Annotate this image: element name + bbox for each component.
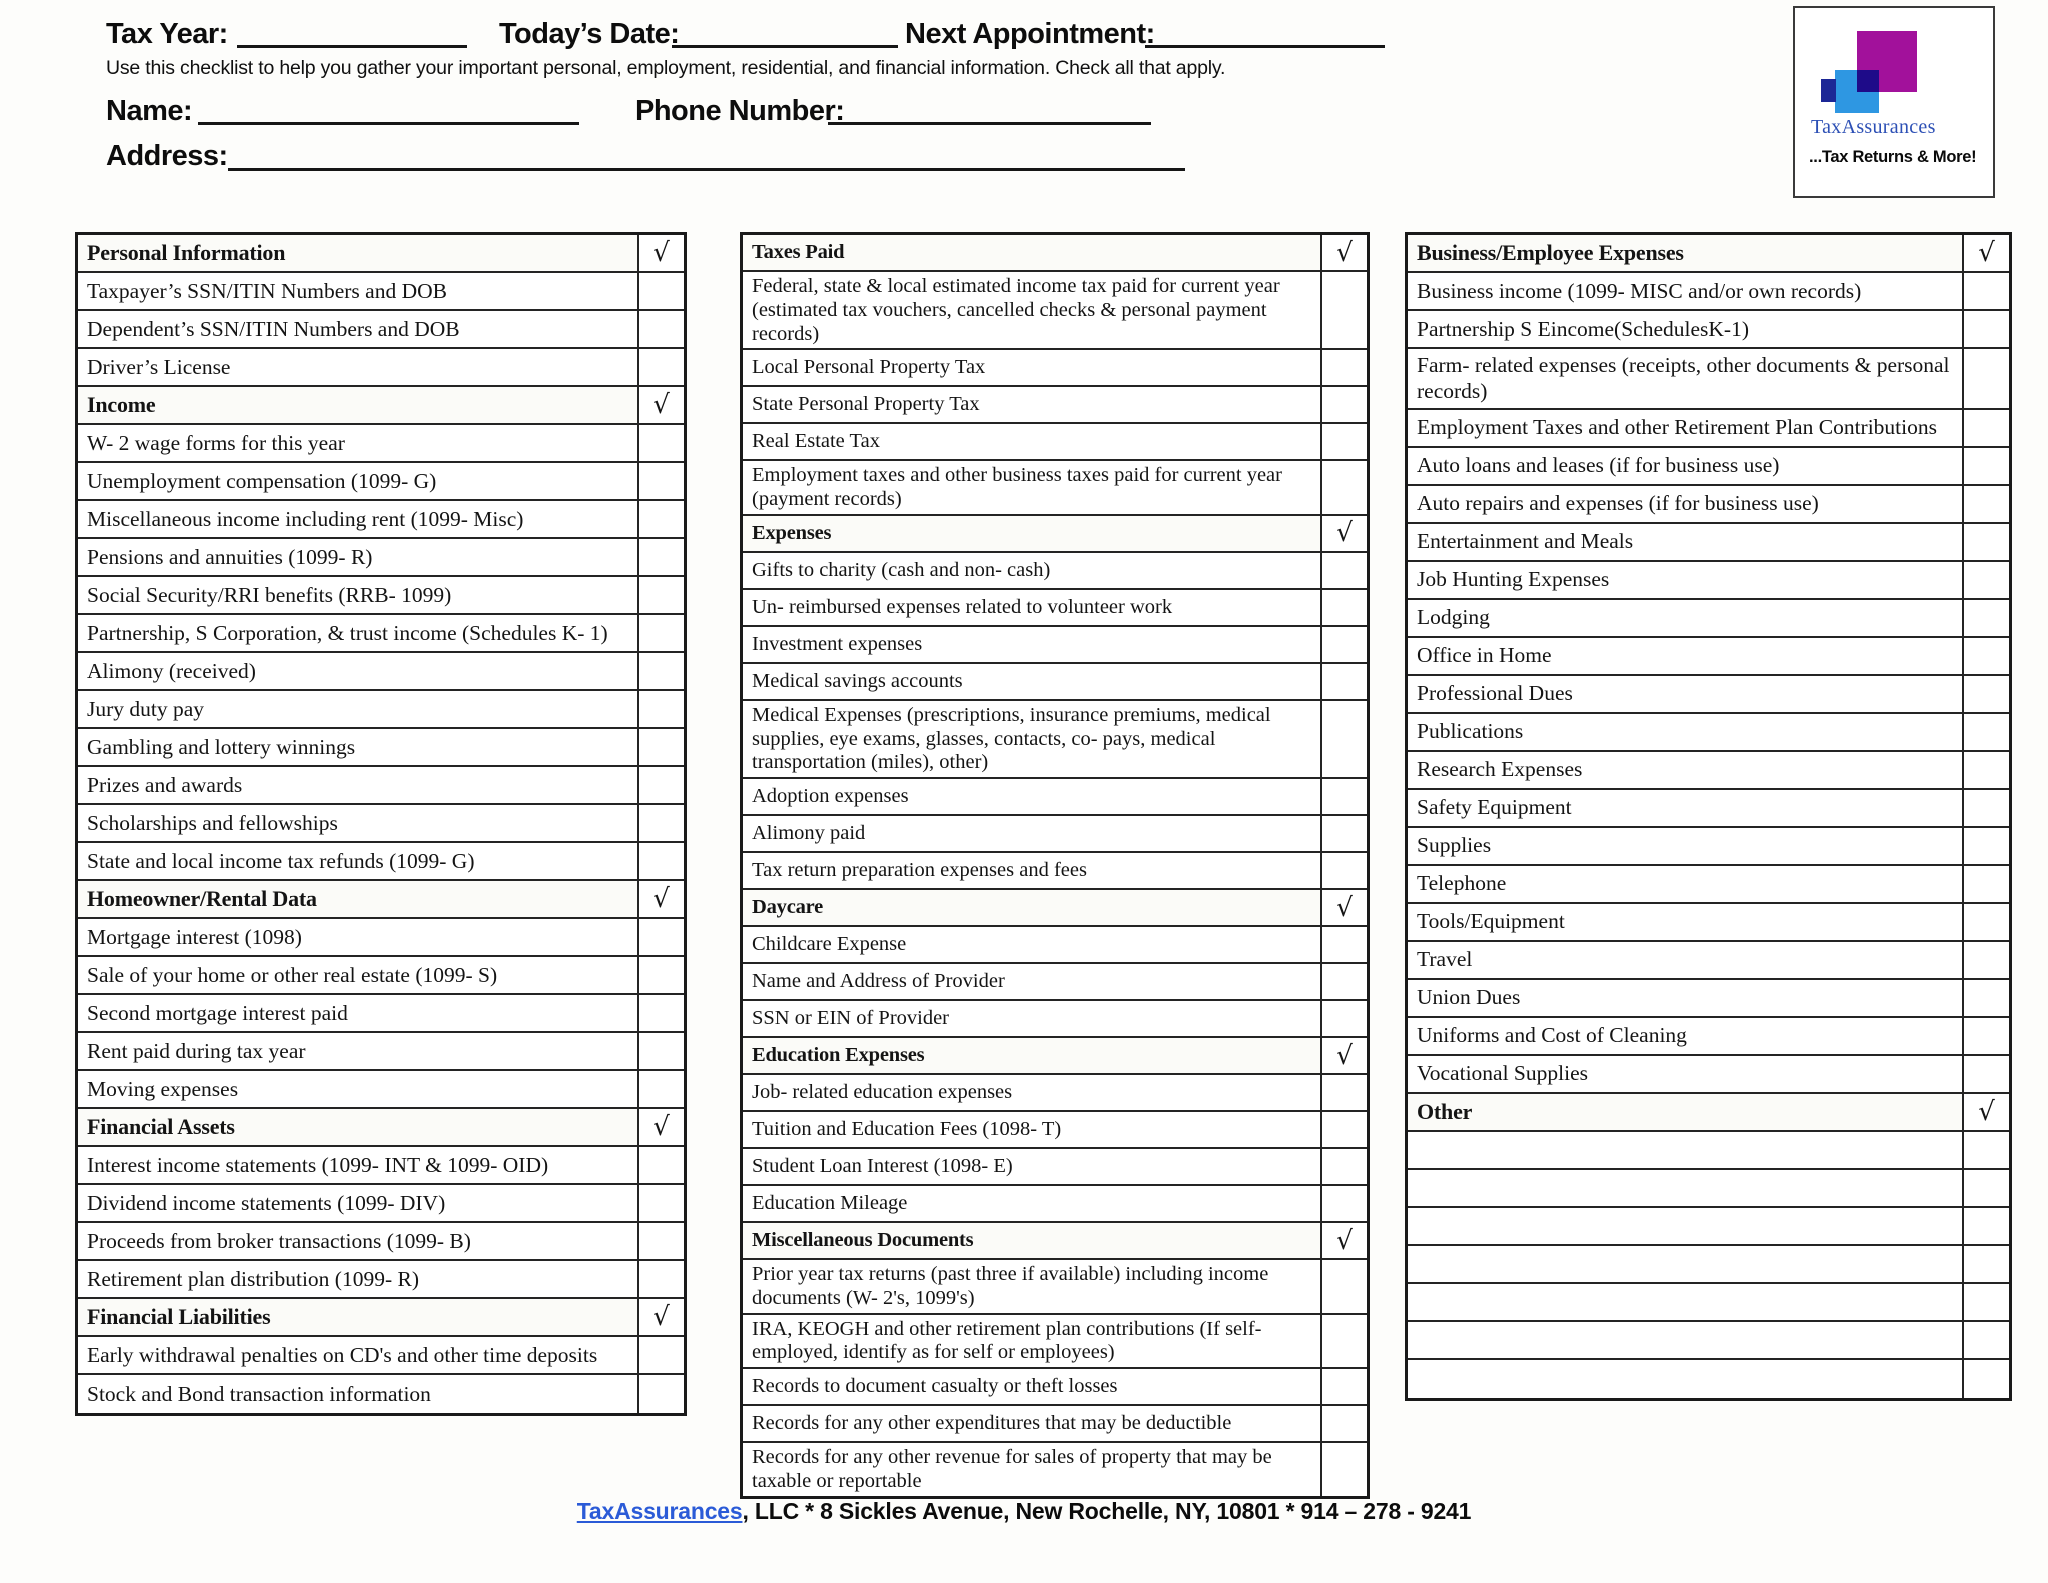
checklist-row — [1408, 524, 2009, 562]
instruction-text: Use this checklist to help you gather your important personal, employment, residential, and financial information. Check all that apply. — [106, 57, 1226, 79]
checklist-item-checkbox[interactable] — [1964, 752, 2009, 788]
checklist-item-checkbox[interactable] — [639, 919, 684, 955]
footer-address-text: , LLC * 8 Sickles Avenue, New Rochelle, NY, 10801 * 914 – 278 - 9241 — [742, 1498, 1472, 1524]
section-check-mark: √ — [653, 1302, 670, 1332]
checklist-row — [1408, 828, 2009, 866]
checklist-item-label: Mortgage interest (1098) — [78, 919, 639, 955]
checklist-item-label: Records to document casualty or theft losses — [743, 1369, 1322, 1404]
checklist-row — [78, 1261, 684, 1299]
checklist-item-label: Entertainment and Meals — [1408, 524, 1964, 560]
checklist-item-label: Research Expenses — [1408, 752, 1964, 788]
checklist-item-label: Pensions and annuities (1099- R) — [78, 539, 639, 575]
checklist-row — [78, 729, 684, 767]
checklist-item-label: Proceeds from broker transactions (1099- B) — [78, 1223, 639, 1259]
checklist-row — [1408, 980, 2009, 1018]
section-title: Daycare — [743, 890, 1322, 925]
checklist-row — [1408, 600, 2009, 638]
checklist-item-checkbox[interactable] — [1322, 553, 1367, 588]
checklist-row — [78, 995, 684, 1033]
checklist-item-checkbox[interactable] — [1322, 816, 1367, 851]
checklist-row — [743, 272, 1367, 350]
checklist-row — [743, 1406, 1367, 1443]
checklist-item-checkbox[interactable] — [639, 501, 684, 537]
checklist-row — [78, 311, 684, 349]
checklist-item-label: Investment expenses — [743, 627, 1322, 662]
section-title: Taxes Paid — [743, 235, 1322, 270]
checklist-item-checkbox[interactable] — [1322, 779, 1367, 814]
checklist-row — [1408, 1056, 2009, 1094]
checklist-item-checkbox[interactable] — [1322, 1112, 1367, 1147]
checklist-item-checkbox[interactable] — [639, 311, 684, 347]
checklist-item-label: Union Dues — [1408, 980, 1964, 1016]
checklist-row — [743, 1260, 1367, 1315]
checklist-item-checkbox[interactable] — [1964, 1284, 2009, 1320]
checklist-item-label: Un- reimbursed expenses related to volunteer work — [743, 590, 1322, 625]
checklist-item-label: Records for any other revenue for sales of property that may be taxable or reportable — [743, 1443, 1322, 1496]
checklist-item-label: Miscellaneous income including rent (1099- Misc) — [78, 501, 639, 537]
checklist-row — [743, 553, 1367, 590]
name-line[interactable] — [198, 122, 579, 125]
checklist-item-checkbox[interactable] — [1322, 927, 1367, 962]
logo-tagline: ...Tax Returns & More! — [1809, 148, 1977, 166]
checklist-item-checkbox[interactable] — [1322, 272, 1367, 348]
checklist-item-label: Records for any other expenditures that may be deductible — [743, 1406, 1322, 1441]
checklist-item-label: Business income (1099- MISC and/or own records) — [1408, 273, 1964, 309]
checklist-row — [78, 615, 684, 653]
checklist-item-label: Unemployment compensation (1099- G) — [78, 463, 639, 499]
section-check-mark: √ — [653, 884, 670, 914]
footer — [0, 1498, 2048, 1525]
checklist-item-label: Education Mileage — [743, 1186, 1322, 1221]
section-header-row — [743, 235, 1367, 272]
checklist-item-checkbox[interactable] — [1964, 600, 2009, 636]
checklist-row — [743, 1369, 1367, 1406]
checklist-item-checkbox[interactable] — [639, 729, 684, 765]
checklist-item-checkbox[interactable] — [1322, 1149, 1367, 1184]
todays-date-label: Today’s Date: — [499, 18, 680, 50]
checklist-item-checkbox[interactable] — [1322, 461, 1367, 514]
checklist-item-checkbox[interactable] — [639, 1375, 684, 1413]
checklist-item-checkbox[interactable] — [1322, 387, 1367, 422]
checklist-row — [1408, 1170, 2009, 1208]
checklist-item-label: Scholarships and fellowships — [78, 805, 639, 841]
checklist-item-label: Retirement plan distribution (1099- R) — [78, 1261, 639, 1297]
checklist-item-label: Prior year tax returns (past three if available) including income documents (W- 2's, 1099's) — [743, 1260, 1322, 1313]
checklist-item-checkbox[interactable] — [639, 1147, 684, 1183]
checklist-item-label: Auto repairs and expenses (if for business use) — [1408, 486, 1964, 522]
checklist-item-label: Gifts to charity (cash and non- cash) — [743, 553, 1322, 588]
checklist-row — [743, 387, 1367, 424]
checklist-row — [78, 501, 684, 539]
checklist-item-checkbox[interactable] — [1964, 676, 2009, 712]
checklist-item-checkbox[interactable] — [1322, 1075, 1367, 1110]
checklist-item-checkbox[interactable] — [639, 691, 684, 727]
checklist-row — [78, 1147, 684, 1185]
checklist-item-label: Taxpayer’s SSN/ITIN Numbers and DOB — [78, 273, 639, 309]
checklist-item-label: Professional Dues — [1408, 676, 1964, 712]
section-check-mark: √ — [1978, 238, 1995, 268]
checklist-column-right — [1405, 232, 2012, 1401]
section-check-mark: √ — [653, 238, 670, 268]
address-label: Address: — [106, 140, 228, 172]
checklist-column-left — [75, 232, 687, 1416]
checklist-item-label: Uniforms and Cost of Cleaning — [1408, 1018, 1964, 1054]
checklist-item-label: Sale of your home or other real estate (1099- S) — [78, 957, 639, 993]
checklist-item-checkbox[interactable] — [1322, 1443, 1367, 1496]
checklist-item-checkbox[interactable] — [639, 995, 684, 1031]
address-line[interactable] — [228, 168, 1185, 171]
checklist-row — [743, 1112, 1367, 1149]
checklist-item-checkbox[interactable] — [1964, 349, 2009, 408]
section-title: Financial Liabilities — [78, 1299, 639, 1335]
checklist-row — [78, 691, 684, 729]
checklist-row — [743, 1075, 1367, 1112]
checklist-item-label: Dependent’s SSN/ITIN Numbers and DOB — [78, 311, 639, 347]
section-title: Personal Information — [78, 235, 639, 271]
checklist-item-checkbox[interactable] — [1322, 350, 1367, 385]
checklist-row — [78, 1337, 684, 1375]
checklist-item-label: Driver’s License — [78, 349, 639, 385]
checklist-item-checkbox[interactable] — [639, 1223, 684, 1259]
checklist-row — [743, 964, 1367, 1001]
checklist-item-label: Medical savings accounts — [743, 664, 1322, 699]
checklist-item-checkbox[interactable] — [639, 463, 684, 499]
checklist-item-checkbox[interactable] — [639, 349, 684, 385]
checklist-item-checkbox[interactable] — [1964, 524, 2009, 560]
checklist-item-checkbox[interactable] — [639, 577, 684, 613]
section-check-mark: √ — [1978, 1096, 1995, 1127]
checklist-item-checkbox[interactable] — [1964, 1132, 2009, 1168]
checklist-item-label: Telephone — [1408, 866, 1964, 902]
checklist-row — [78, 273, 684, 311]
checklist-item-checkbox[interactable] — [639, 615, 684, 651]
checklist-row — [1408, 1208, 2009, 1246]
checklist-row — [1408, 1132, 2009, 1170]
checklist-row — [743, 853, 1367, 890]
next-appointment-line[interactable] — [1145, 45, 1385, 48]
checklist-item-checkbox[interactable] — [1964, 638, 2009, 674]
checklist-item-checkbox[interactable] — [639, 805, 684, 841]
section-header-row — [743, 890, 1367, 927]
checklist-row — [78, 805, 684, 843]
checklist-item-checkbox[interactable] — [1322, 1315, 1367, 1368]
section-header-row — [78, 1299, 684, 1337]
checklist-row — [78, 425, 684, 463]
checklist-item-label: State and local income tax refunds (1099- G) — [78, 843, 639, 879]
checklist-item-label: Medical Expenses (prescriptions, insurance premiums, medical supplies, eye exams, glasses, contacts, co- pays, medical transportation (miles), other) — [743, 701, 1322, 777]
checklist-row — [78, 1033, 684, 1071]
checklist-item-checkbox[interactable] — [639, 425, 684, 461]
checklist-row — [78, 577, 684, 615]
section-check-mark: √ — [1336, 1225, 1353, 1256]
checklist-row — [743, 1443, 1367, 1496]
checklist-item-label — [1408, 1170, 1964, 1206]
checklist-row — [78, 1185, 684, 1223]
checklist-item-checkbox[interactable] — [1964, 273, 2009, 309]
checklist-item-label: Dividend income statements (1099- DIV) — [78, 1185, 639, 1221]
checklist-item-checkbox[interactable] — [639, 539, 684, 575]
checklist-row — [1408, 790, 2009, 828]
section-check-mark: √ — [653, 390, 670, 420]
checklist-item-checkbox[interactable] — [1322, 853, 1367, 888]
checklist-row — [1408, 273, 2009, 311]
checklist-item-checkbox[interactable] — [1322, 1260, 1367, 1313]
checklist-item-checkbox[interactable] — [1322, 1406, 1367, 1441]
checklist-row — [78, 957, 684, 995]
checklist-item-label: Travel — [1408, 942, 1964, 978]
section-header-row — [1408, 1094, 2009, 1132]
section-title: Financial Assets — [78, 1109, 639, 1145]
checklist-item-checkbox[interactable] — [1322, 1001, 1367, 1036]
tax-year-label: Tax Year: — [106, 18, 228, 50]
checklist-row — [78, 919, 684, 957]
checklist-item-checkbox[interactable] — [1322, 590, 1367, 625]
checklist-item-label: Job Hunting Expenses — [1408, 562, 1964, 598]
checklist-item-label — [1408, 1208, 1964, 1244]
checklist-item-checkbox[interactable] — [1322, 1186, 1367, 1221]
checklist-row — [1408, 1284, 2009, 1322]
section-title: Homeowner/Rental Data — [78, 881, 639, 917]
checklist-item-checkbox[interactable] — [1964, 562, 2009, 598]
section-title: Expenses — [743, 516, 1322, 551]
checklist-item-label: Tax return preparation expenses and fees — [743, 853, 1322, 888]
checklist-row — [1408, 1018, 2009, 1056]
checklist-item-checkbox[interactable] — [1322, 701, 1367, 777]
checklist-item-label: Job- related education expenses — [743, 1075, 1322, 1110]
checklist-item-checkbox[interactable] — [1964, 904, 2009, 940]
checklist-row — [1408, 410, 2009, 448]
section-check-mark: √ — [653, 1112, 670, 1142]
checklist-item-label: Stock and Bond transaction information — [78, 1375, 639, 1413]
checklist-item-checkbox[interactable] — [639, 1261, 684, 1297]
checklist-row — [1408, 349, 2009, 410]
section-title: Other — [1408, 1094, 1964, 1130]
checklist-item-label — [1408, 1284, 1964, 1320]
checklist-row — [78, 463, 684, 501]
checklist-item-label — [1408, 1246, 1964, 1282]
checklist-item-label: Interest income statements (1099- INT & 1099- OID) — [78, 1147, 639, 1183]
checklist-row — [1408, 866, 2009, 904]
logo-navy-square-icon — [1821, 79, 1836, 102]
checklist-item-label: Rent paid during tax year — [78, 1033, 639, 1069]
checklist-item-checkbox[interactable] — [639, 1185, 684, 1221]
checklist-row — [743, 627, 1367, 664]
checklist-item-label: Second mortgage interest paid — [78, 995, 639, 1031]
checklist-row — [1408, 676, 2009, 714]
checklist-item-label: Real Estate Tax — [743, 424, 1322, 459]
checklist-row — [743, 664, 1367, 701]
section-header-row — [1408, 235, 2009, 273]
section-header-row — [743, 516, 1367, 553]
checklist-item-label: Auto loans and leases (if for business use) — [1408, 448, 1964, 484]
checklist-item-checkbox[interactable] — [1964, 942, 2009, 978]
checklist-item-label: Social Security/RRI benefits (RRB- 1099) — [78, 577, 639, 613]
section-check-mark: √ — [1336, 237, 1353, 268]
checklist-row — [78, 843, 684, 881]
section-header-row — [743, 1223, 1367, 1260]
checklist-item-checkbox[interactable] — [1964, 410, 2009, 446]
checklist-item-label: Safety Equipment — [1408, 790, 1964, 826]
checklist-item-label: Alimony (received) — [78, 653, 639, 689]
checklist-item-checkbox[interactable] — [1964, 1170, 2009, 1206]
checklist-item-label: Student Loan Interest (1098- E) — [743, 1149, 1322, 1184]
section-title: Business/Employee Expenses — [1408, 235, 1964, 271]
checklist-item-checkbox[interactable] — [1964, 714, 2009, 750]
checklist-row — [1408, 311, 2009, 349]
checklist-item-label: Childcare Expense — [743, 927, 1322, 962]
checklist-item-checkbox[interactable] — [1964, 486, 2009, 522]
checklist-item-checkbox[interactable] — [1964, 1360, 2009, 1398]
checklist-row — [743, 1001, 1367, 1038]
checklist-item-label: Local Personal Property Tax — [743, 350, 1322, 385]
checklist-row — [1408, 904, 2009, 942]
checklist-item-checkbox[interactable] — [639, 957, 684, 993]
checklist-row — [1408, 448, 2009, 486]
logo-company-name: TaxAssurances — [1811, 116, 1936, 138]
section-title: Miscellaneous Documents — [743, 1223, 1322, 1258]
checklist-row — [1408, 942, 2009, 980]
section-title: Education Expenses — [743, 1038, 1322, 1073]
checklist-row — [743, 1186, 1367, 1223]
checklist-item-label: Early withdrawal penalties on CD's and other time deposits — [78, 1337, 639, 1373]
checklist-row — [78, 349, 684, 387]
section-header-row — [78, 1109, 684, 1147]
checklist-item-checkbox[interactable] — [639, 653, 684, 689]
logo-blue-square-icon — [1835, 70, 1879, 113]
checklist-item-label: Lodging — [1408, 600, 1964, 636]
checklist-item-label: W- 2 wage forms for this year — [78, 425, 639, 461]
checklist-item-label: Jury duty pay — [78, 691, 639, 727]
checklist-item-checkbox[interactable] — [639, 273, 684, 309]
checklist-item-checkbox[interactable] — [1964, 866, 2009, 902]
checklist-item-checkbox[interactable] — [639, 1337, 684, 1373]
checklist-item-label: Supplies — [1408, 828, 1964, 864]
checklist-item-label: Farm- related expenses (receipts, other documents & personal records) — [1408, 349, 1964, 408]
checklist-item-checkbox[interactable] — [1322, 1369, 1367, 1404]
section-check-mark: √ — [1336, 1040, 1353, 1071]
checklist-item-checkbox[interactable] — [1964, 790, 2009, 826]
checklist-row — [743, 1149, 1367, 1186]
checklist-row — [78, 653, 684, 691]
section-header-row — [78, 387, 684, 425]
checklist-row — [1408, 638, 2009, 676]
checklist-item-label: Partnership S Eincome(SchedulesK-1) — [1408, 311, 1964, 347]
checklist-row — [78, 1375, 684, 1413]
checklist-item-label: Tools/Equipment — [1408, 904, 1964, 940]
name-label: Name: — [106, 95, 193, 127]
checklist-column-middle — [740, 232, 1370, 1499]
checklist-item-label: State Personal Property Tax — [743, 387, 1322, 422]
checklist-item-checkbox[interactable] — [1322, 664, 1367, 699]
tax-year-line[interactable] — [237, 45, 467, 48]
checklist-item-label: Employment Taxes and other Retirement Plan Contributions — [1408, 410, 1964, 446]
checklist-item-label: Gambling and lottery winnings — [78, 729, 639, 765]
section-check-mark: √ — [1336, 518, 1353, 549]
checklist-row — [743, 590, 1367, 627]
phone-number-line[interactable] — [828, 122, 1151, 125]
checklist-item-checkbox[interactable] — [1964, 448, 2009, 484]
checklist-item-label — [1408, 1132, 1964, 1168]
section-header-row — [78, 235, 684, 273]
section-check-mark: √ — [1336, 892, 1353, 923]
checklist-item-label: Tuition and Education Fees (1098- T) — [743, 1112, 1322, 1147]
todays-date-line[interactable] — [672, 45, 898, 48]
checklist-item-checkbox[interactable] — [639, 767, 684, 803]
checklist-item-checkbox[interactable] — [1322, 424, 1367, 459]
checklist-item-checkbox[interactable] — [1964, 1018, 2009, 1054]
checklist-item-checkbox[interactable] — [639, 843, 684, 879]
checklist-item-label: Prizes and awards — [78, 767, 639, 803]
checklist-row — [78, 1071, 684, 1109]
checklist-item-checkbox[interactable] — [639, 1033, 684, 1069]
checklist-item-label: Partnership, S Corporation, & trust income (Schedules K- 1) — [78, 615, 639, 651]
checklist-item-checkbox[interactable] — [1964, 980, 2009, 1016]
section-header-row — [743, 1038, 1367, 1075]
checklist-item-checkbox[interactable] — [1964, 311, 2009, 347]
checklist-item-checkbox[interactable] — [1964, 1208, 2009, 1244]
section-header-row — [78, 881, 684, 919]
checklist-row — [78, 767, 684, 805]
checklist-row — [743, 927, 1367, 964]
next-appointment-label: Next Appointment: — [905, 18, 1155, 50]
checklist-item-checkbox[interactable] — [1322, 627, 1367, 662]
checklist-item-label: Vocational Supplies — [1408, 1056, 1964, 1092]
checklist-row — [1408, 1322, 2009, 1360]
checklist-item-label: IRA, KEOGH and other retirement plan contributions (If self- employed, identify as for self or employees) — [743, 1315, 1322, 1368]
checklist-row — [743, 701, 1367, 779]
checklist-item-checkbox[interactable] — [1964, 828, 2009, 864]
checklist-item-label: Adoption expenses — [743, 779, 1322, 814]
checklist-item-label: Name and Address of Provider — [743, 964, 1322, 999]
checklist-item-label — [1408, 1322, 1964, 1358]
checklist-item-label: Publications — [1408, 714, 1964, 750]
checklist-item-label — [1408, 1360, 1964, 1398]
checklist-row — [743, 350, 1367, 387]
checklist-item-checkbox[interactable] — [1964, 1246, 2009, 1282]
phone-number-label: Phone Number: — [635, 95, 845, 127]
checklist-row — [1408, 486, 2009, 524]
checklist-item-checkbox[interactable] — [1964, 1322, 2009, 1358]
checklist-item-checkbox[interactable] — [639, 1071, 684, 1107]
checklist-row — [78, 539, 684, 577]
checklist-item-label: Employment taxes and other business taxes paid for current year (payment records) — [743, 461, 1322, 514]
checklist-item-label: Alimony paid — [743, 816, 1322, 851]
checklist-row — [1408, 1246, 2009, 1284]
checklist-row — [743, 1315, 1367, 1370]
checklist-item-checkbox[interactable] — [1964, 1056, 2009, 1092]
checklist-item-label: Federal, state & local estimated income tax paid for current year (estimated tax vouchers, cancelled checks & personal payment records) — [743, 272, 1322, 348]
checklist-item-label: SSN or EIN of Provider — [743, 1001, 1322, 1036]
checklist-row — [1408, 714, 2009, 752]
checklist-row — [1408, 1360, 2009, 1398]
checklist-row — [743, 424, 1367, 461]
checklist-item-label: Office in Home — [1408, 638, 1964, 674]
checklist-row — [743, 461, 1367, 516]
checklist-row — [78, 1223, 684, 1261]
checklist-row — [1408, 752, 2009, 790]
checklist-item-checkbox[interactable] — [1322, 964, 1367, 999]
section-title: Income — [78, 387, 639, 423]
footer-company-link[interactable]: TaxAssurances — [576, 1498, 743, 1524]
checklist-row — [743, 816, 1367, 853]
checklist-row — [1408, 562, 2009, 600]
checklist-row — [743, 779, 1367, 816]
checklist-item-label: Moving expenses — [78, 1071, 639, 1107]
company-logo — [1793, 6, 1995, 198]
